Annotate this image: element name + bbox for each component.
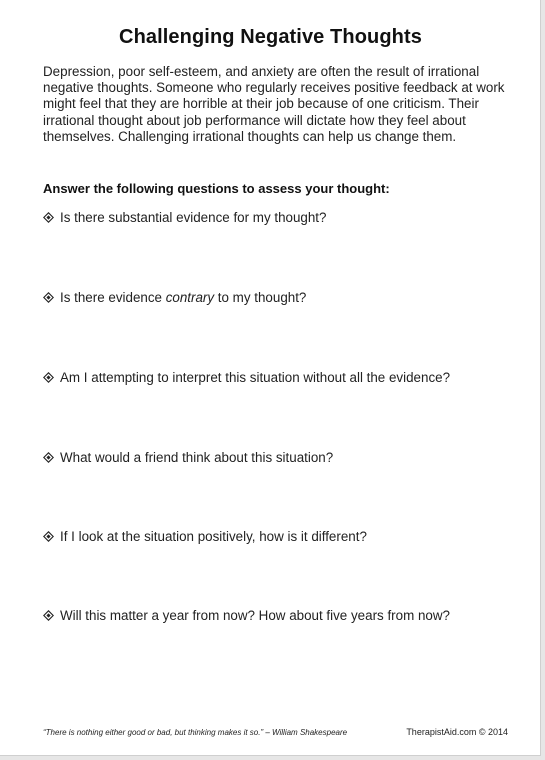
question-emphasis: contrary bbox=[165, 290, 215, 305]
footer-quote: “There is nothing either good or bad, but thinking makes it so.” – William Shakespeare bbox=[43, 728, 348, 737]
question-text-before: Is there evidence bbox=[60, 290, 166, 305]
question-text-after: to my thought? bbox=[214, 290, 307, 305]
diamond-bullet-icon bbox=[43, 531, 54, 542]
intro-paragraph: Depression, poor self-esteem, and anxiety are often the result of irrational negative thoughts. Someone who regularly receives positive feedback at work might feel that they are horrible at their job because of one criticism. Their irrational thought about job performance will dictate how they feel about themselves. Challenging irrational thoughts can help us change them. bbox=[43, 64, 505, 144]
question-text: If I look at the situation positively, how is it different? bbox=[60, 529, 367, 544]
question-text: Will this matter a year from now? How about five years from now? bbox=[60, 608, 450, 623]
question-4 bbox=[43, 450, 333, 465]
question-5 bbox=[43, 529, 367, 544]
page-title: Challenging Negative Thoughts bbox=[119, 26, 422, 48]
question-6 bbox=[43, 608, 450, 623]
question-1 bbox=[43, 210, 326, 225]
diamond-bullet-icon bbox=[43, 452, 54, 463]
diamond-bullet-icon bbox=[43, 292, 54, 303]
question-text bbox=[60, 290, 306, 305]
question-text: Am I attempting to interpret this situation without all the evidence? bbox=[60, 370, 451, 385]
footer-brand: TherapistAid.com © 2014 bbox=[406, 727, 508, 737]
question-text: Is there substantial evidence for my thought? bbox=[60, 210, 327, 225]
question-2 bbox=[43, 290, 306, 305]
diamond-bullet-icon bbox=[43, 212, 54, 223]
diamond-bullet-icon bbox=[43, 372, 54, 383]
diamond-bullet-icon bbox=[43, 610, 54, 621]
question-3 bbox=[43, 370, 450, 385]
instructions-heading: Answer the following questions to assess your thought: bbox=[43, 181, 390, 196]
question-text: What would a friend think about this situation? bbox=[60, 450, 334, 465]
